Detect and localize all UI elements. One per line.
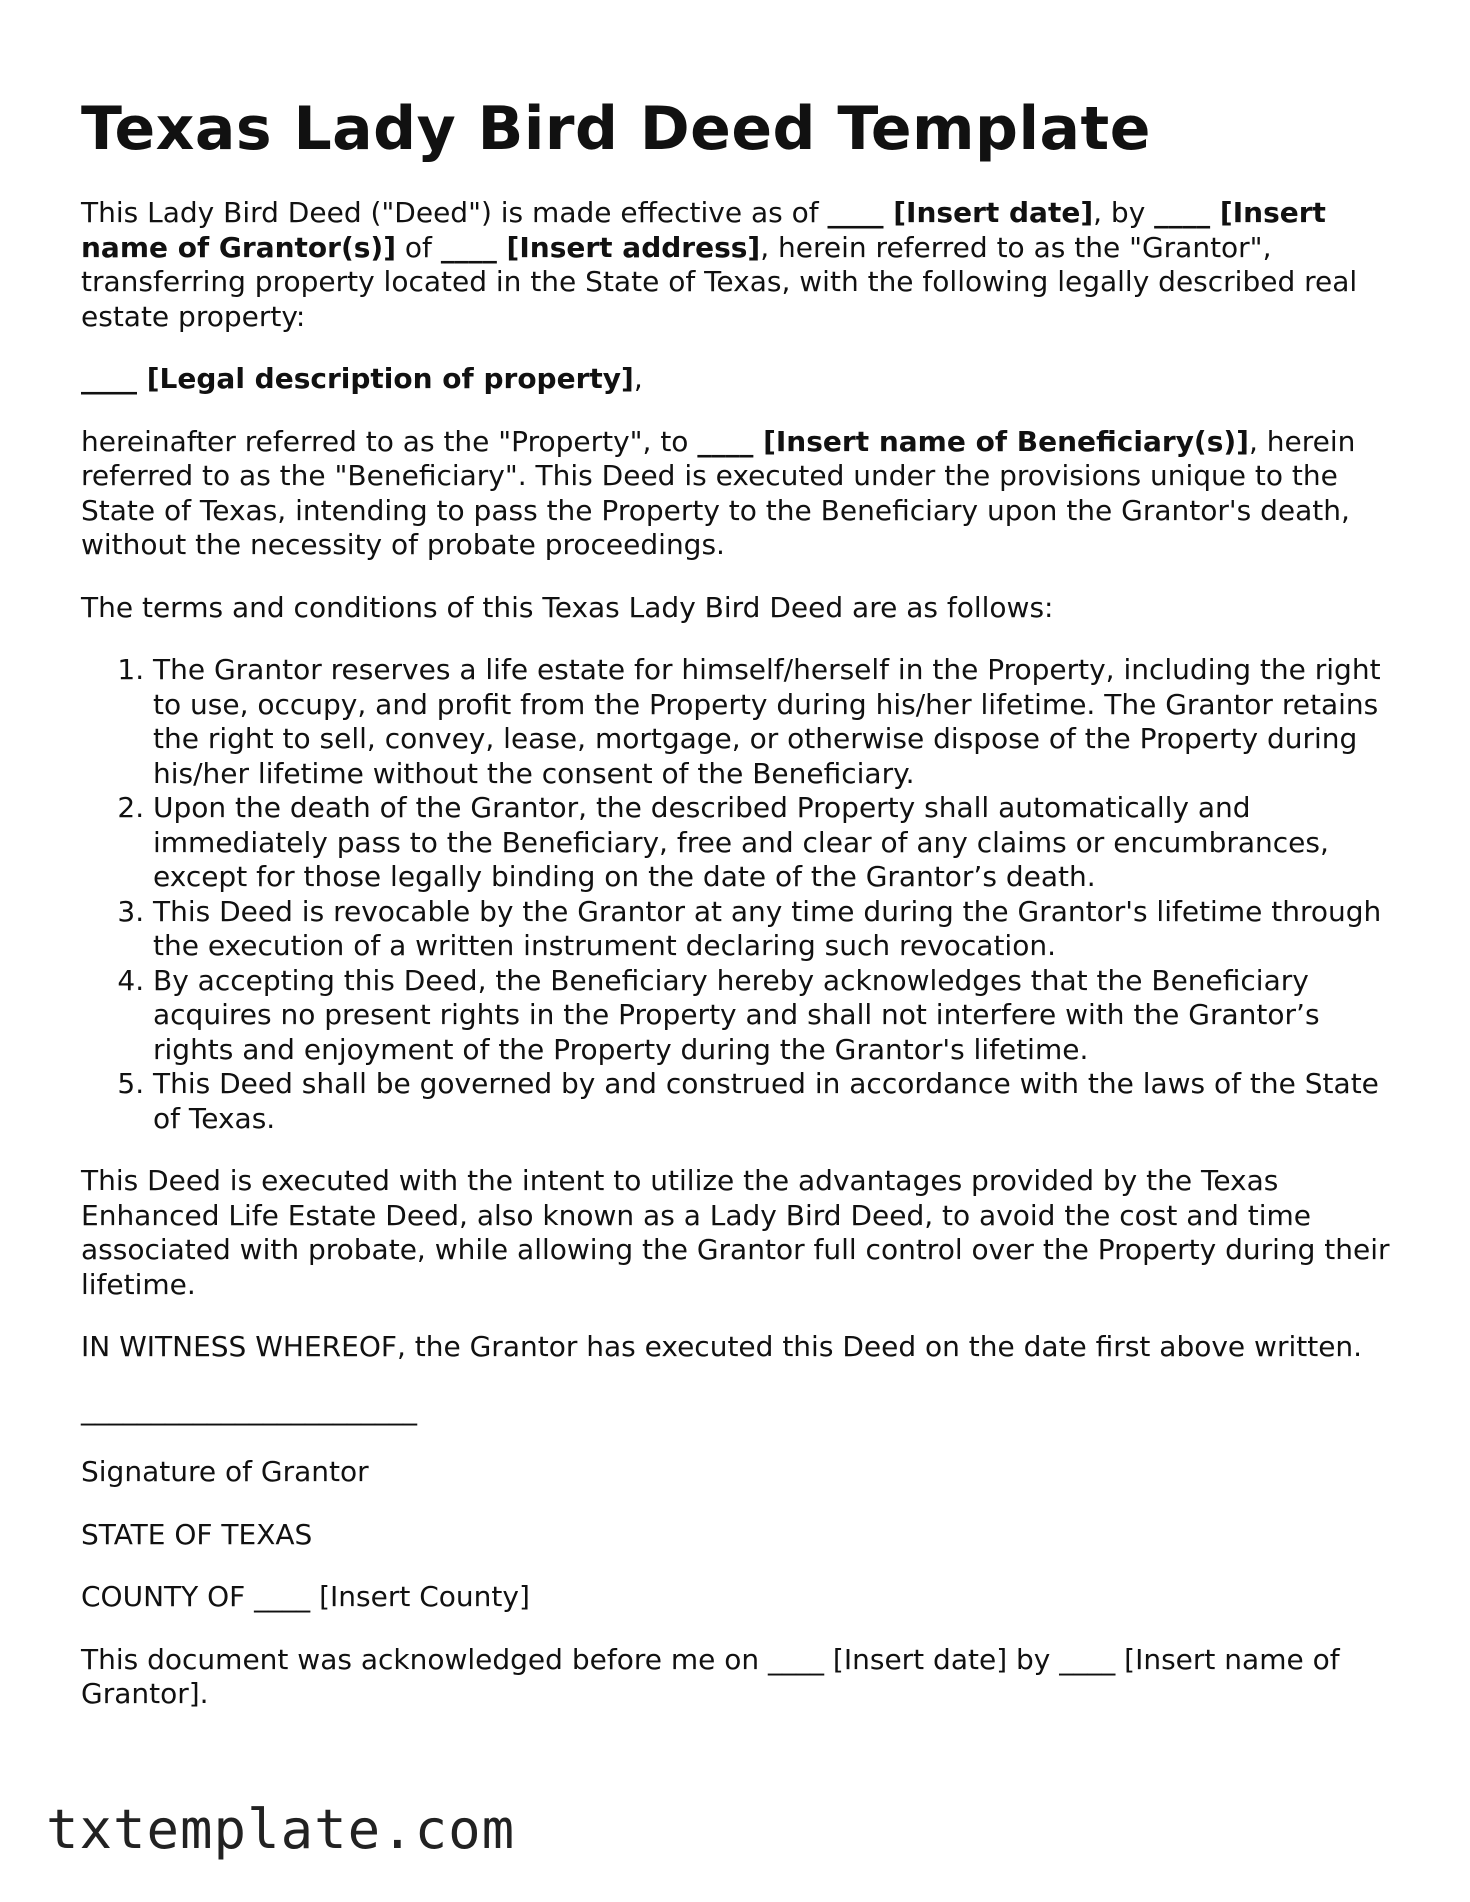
signature-line: ________________________	[81, 1392, 417, 1426]
witness-paragraph: IN WITNESS WHEREOF, the Grantor has executed this Deed on the date first above written.	[81, 1330, 1363, 1363]
document-title: Texas Lady Bird Deed Template	[81, 94, 1151, 164]
term-item: 4. By accepting this Deed, the Beneficiary hereby acknowledges that the Beneficiary acquires no present rights in the Property and shall not interfere with the Grantor’s rights and enjoyment of the Property during the Grantor's lifetime.	[153, 964, 1401, 1068]
term-item: 2. Upon the death of the Grantor, the described Property shall automatically and immediately pass to the Beneficiary, free and clear of any claims or encumbrances, except for those legally binding on the date of the Grantor’s death.	[153, 791, 1401, 895]
beneficiary-name-placeholder: ____ [Insert name of Beneficiary(s)]	[697, 424, 1249, 458]
legal-description-placeholder: ____ [Legal description of property]	[81, 362, 634, 395]
date-placeholder: ____ [Insert date]	[827, 196, 1094, 229]
term-item: 3. This Deed is revocable by the Grantor at any time during the Grantor's lifetime through the execution of a written instrument declaring such revocation.	[153, 895, 1401, 964]
beneficiary-paragraph	[81, 425, 1401, 563]
term-item: 1. The Grantor reserves a life estate for himself/herself in the Property, including the right to use, occupy, and profit from the Property during his/her lifetime. The Grantor retains the right to sell, convey, lease, mortgage, or otherwise dispose of the Property during his/her lifetime without the consent of the Beneficiary.	[153, 653, 1401, 791]
beneficiary-text-1: hereinafter referred to as the "Property", to	[81, 424, 698, 458]
signature-label: Signature of Grantor	[81, 1455, 369, 1488]
state-line: STATE OF TEXAS	[81, 1517, 313, 1551]
county-line: COUNTY OF ____ [Insert County]	[81, 1580, 530, 1613]
beneficiary-text-2: , herein referred to as the "Beneficiary". This Deed is executed under the provisions unique to the State of Texas, intending to pass the Property to the Beneficiary upon the Grantor's death, without the necessity of probate proceedings.	[81, 424, 1356, 561]
intro-text-3: of	[396, 230, 441, 264]
terms-intro: The terms and conditions of this Texas Lady Bird Deed are as follows:	[81, 590, 1054, 624]
acknowledgment-paragraph: This document was acknowledged before me on ____ [Insert date] by ____ [Insert name of Grantor].	[81, 1642, 1340, 1710]
grantor-name-placeholder: ____ [Insert name of Grantor(s)]	[81, 196, 1326, 264]
document-page	[81, 96, 1401, 1740]
legal-description-paragraph	[81, 362, 1401, 397]
intro-text-4: , herein referred to as the "Grantor", transferring property located in the State of Texas, with the following legally described real estate property:	[81, 230, 1358, 333]
legal-description-suffix: ,	[633, 362, 643, 395]
address-placeholder: ____ [Insert address]	[440, 230, 761, 264]
intro-text-2: , by	[1093, 196, 1155, 229]
terms-list	[81, 653, 1401, 1136]
intro-paragraph	[81, 196, 1401, 334]
term-item: 5. This Deed shall be governed by and construed in accordance with the laws of the State of Texas.	[153, 1067, 1401, 1136]
watermark: txtemplate.com	[46, 1798, 516, 1861]
intent-paragraph: This Deed is executed with the intent to utilize the advantages provided by the Texas Enhanced Life Estate Deed, also known as a Lady Bird Deed, to avoid the cost and time associated with probate, while allowing the Grantor full control over the Property during their lifetime.	[81, 1164, 1390, 1301]
intro-text-1: This Lady Bird Deed ("Deed") is made effective as of	[81, 196, 828, 229]
